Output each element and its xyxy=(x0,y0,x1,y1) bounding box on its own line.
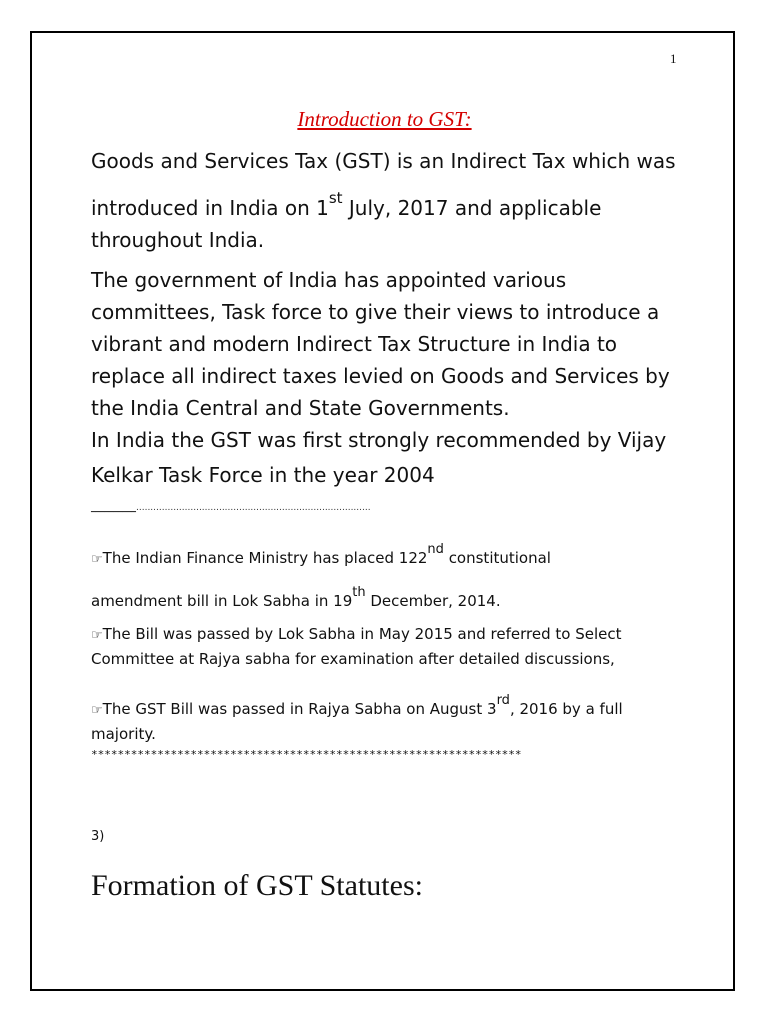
separator-dots: .................................................................................. xyxy=(136,503,371,513)
document-page xyxy=(30,31,735,991)
paragraph-2-line: Kelkar Task Force in the year 2004 xyxy=(91,463,435,487)
text-segment: The GST Bill was passed in Rajya Sabha on August 3 xyxy=(102,700,497,718)
separator-underline: __________ xyxy=(91,503,136,513)
section-heading: Formation of GST Statutes: xyxy=(91,869,423,902)
text-segment: The Indian Finance Ministry has placed 122 xyxy=(102,549,428,567)
note-1-line-1 xyxy=(91,542,551,570)
paragraph-2-line: The government of India has appointed various xyxy=(91,268,567,292)
note-2-line-1 xyxy=(91,624,621,646)
paragraph-2-line: committees, Task force to give their views to introduce a xyxy=(91,300,660,324)
separator-line xyxy=(91,503,371,513)
note-3-line-2: majority. xyxy=(91,725,156,743)
text-segment: introduced in India on 1 xyxy=(91,196,329,220)
note-2-line-2: Committee at Rajya sabha for examination after detailed discussions, xyxy=(91,650,615,668)
paragraph-2-line: replace all indirect taxes levied on Goods and Services by xyxy=(91,364,670,388)
superscript: rd xyxy=(496,693,510,708)
text-segment: December, 2014. xyxy=(365,592,501,610)
paragraph-1-line-1: Goods and Services Tax (GST) is an Indirect Tax which was xyxy=(91,149,676,173)
pointing-hand-icon: ☞ xyxy=(91,628,103,643)
section-number: 3) xyxy=(91,829,105,844)
superscript: th xyxy=(352,585,366,600)
pointing-hand-icon: ☞ xyxy=(91,703,103,718)
text-segment: July, 2017 and applicable xyxy=(342,196,602,220)
paragraph-1-line-2 xyxy=(91,189,602,222)
text-segment: constitutional xyxy=(443,549,551,567)
paragraph-2-line: the India Central and State Governments. xyxy=(91,396,510,420)
paragraph-2-line: vibrant and modern Indirect Tax Structure in India to xyxy=(91,332,618,356)
paragraph-2-line: In India the GST was first strongly recommended by Vijay xyxy=(91,428,667,452)
superscript: nd xyxy=(427,542,444,557)
page-number: 1 xyxy=(670,51,677,66)
text-segment: amendment bill in Lok Sabha in 19 xyxy=(91,592,353,610)
paragraph-1-line-3: throughout India. xyxy=(91,228,265,252)
superscript: st xyxy=(328,189,343,207)
pointing-hand-icon: ☞ xyxy=(91,552,103,567)
note-3-line-1 xyxy=(91,693,623,721)
text-segment: , 2016 by a full xyxy=(509,700,623,718)
section-title-introduction: Introduction to GST: xyxy=(297,107,472,131)
text-segment: The Bill was passed by Lok Sabha in May 2015 and referred to Select xyxy=(102,625,622,643)
star-divider: ***************************************************************** xyxy=(91,748,522,761)
note-1-line-2 xyxy=(91,585,501,613)
